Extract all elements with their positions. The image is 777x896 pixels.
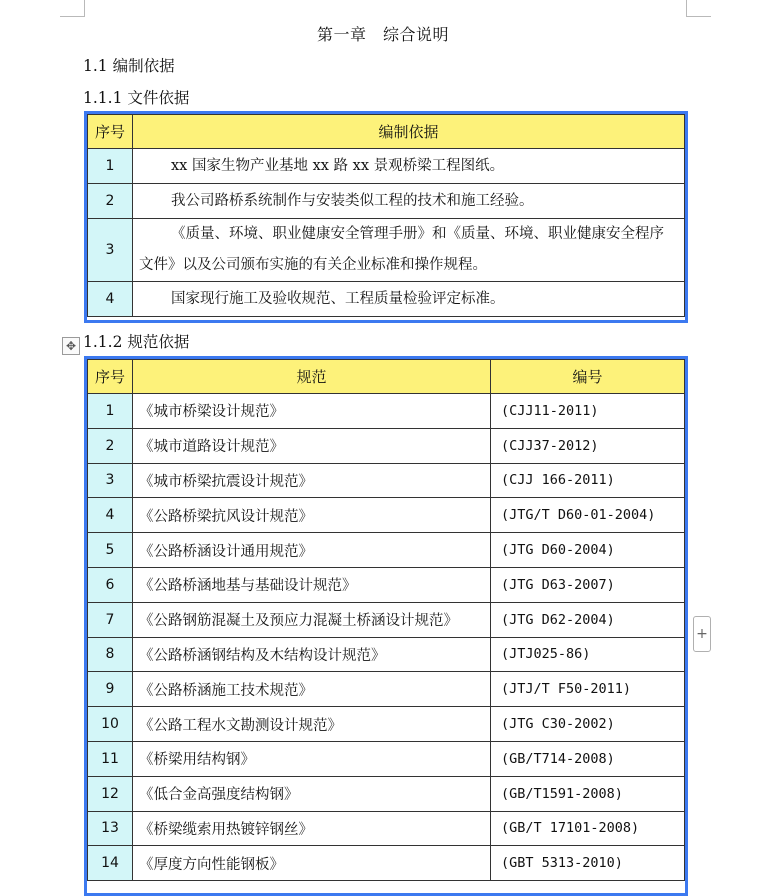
standard-name[interactable]: 《公路桥涵设计通用规范》 [133,533,491,568]
basis-text[interactable]: xx 国家生物产业基地 xx 路 xx 景观桥梁工程图纸。 [133,149,685,184]
row-number: 3 [88,463,133,498]
standard-code[interactable]: (JTG D63-2007) [491,567,685,602]
standard-code[interactable]: (GB/T714-2008) [491,741,685,776]
standard-name[interactable]: 《桥梁用结构钢》 [133,741,491,776]
standard-code[interactable]: (JTG C30-2002) [491,707,685,742]
standard-code[interactable]: (CJJ11-2011) [491,394,685,429]
basis-text[interactable]: 《质量、环境、职业健康安全管理手册》和《质量、环境、职业健康安全程序文件》以及公司颁布实施的有关企业标准和操作规程。 [133,219,685,282]
standard-name[interactable]: 《低合金高强度结构钢》 [133,776,491,811]
column-header-number: 序号 [88,115,133,149]
row-number: 5 [88,533,133,568]
table-row [88,602,685,637]
row-number: 13 [88,811,133,846]
standard-code[interactable]: (GB/T1591-2008) [491,776,685,811]
standard-name[interactable]: 《城市桥梁抗震设计规范》 [133,463,491,498]
table-row [88,463,685,498]
table-move-handle-icon[interactable]: ✥ [62,337,80,355]
column-header-number: 序号 [88,360,133,394]
standard-name[interactable]: 《城市道路设计规范》 [133,428,491,463]
basis-text[interactable]: 国家现行施工及验收规范、工程质量检验评定标准。 [133,282,685,317]
standard-name[interactable]: 《桥梁缆索用热镀锌钢丝》 [133,811,491,846]
table-row [88,533,685,568]
chapter-title: 第一章 综合说明 [316,25,449,44]
table-row [88,428,685,463]
standard-name[interactable]: 《公路工程水文勘测设计规范》 [133,707,491,742]
table-row [88,776,685,811]
table-row [88,149,685,184]
standard-name[interactable]: 《公路钢筋混凝土及预应力混凝土桥涵设计规范》 [133,602,491,637]
table-row [88,282,685,317]
section-heading-1-1: 1.1 编制依据 [83,57,175,75]
row-number: 1 [88,149,133,184]
row-number: 6 [88,567,133,602]
row-number: 3 [88,219,133,282]
row-number: 10 [88,707,133,742]
document-basis-table[interactable] [84,111,688,323]
table-row [88,637,685,672]
row-number: 4 [88,282,133,317]
row-number: 2 [88,184,133,219]
row-number: 14 [88,846,133,881]
table-row [88,846,685,881]
standard-code[interactable]: (CJJ37-2012) [491,428,685,463]
row-number: 1 [88,394,133,429]
standards-table[interactable] [84,356,688,896]
page-corner-mark-right [686,0,711,17]
row-number: 12 [88,776,133,811]
page-corner-mark-left [60,0,85,17]
standard-code[interactable]: (GBT 5313-2010) [491,846,685,881]
standard-name[interactable]: 《城市桥梁设计规范》 [133,394,491,429]
row-number: 2 [88,428,133,463]
standard-code[interactable]: (JTJ/T F50-2011) [491,672,685,707]
table-row [88,219,685,282]
column-header-code: 编号 [491,360,685,394]
add-column-plus-icon[interactable]: + [693,616,711,652]
row-number: 9 [88,672,133,707]
standard-name[interactable]: 《公路桥涵地基与基础设计规范》 [133,567,491,602]
standard-code[interactable]: (CJJ 166-2011) [491,463,685,498]
standard-code[interactable]: (JTG D62-2004) [491,602,685,637]
standard-name[interactable]: 《厚度方向性能钢板》 [133,846,491,881]
row-number: 11 [88,741,133,776]
row-number: 4 [88,498,133,533]
table-row [88,811,685,846]
table-row [88,394,685,429]
row-number: 7 [88,602,133,637]
standard-code[interactable]: (JTJ025-86) [491,637,685,672]
row-number: 8 [88,637,133,672]
standard-name[interactable]: 《公路桥梁抗风设计规范》 [133,498,491,533]
table-row [88,567,685,602]
table-row [88,672,685,707]
section-heading-1-1-2: 1.1.2 规范依据 [83,333,190,351]
standard-code[interactable]: (GB/T 17101-2008) [491,811,685,846]
basis-text[interactable]: 我公司路桥系统制作与安装类似工程的技术和施工经验。 [133,184,685,219]
table-row [88,741,685,776]
table-row [88,707,685,742]
column-header-basis: 编制依据 [133,115,685,149]
standard-name[interactable]: 《公路桥涵施工技术规范》 [133,672,491,707]
standard-name[interactable]: 《公路桥涵钢结构及木结构设计规范》 [133,637,491,672]
column-header-standard: 规范 [133,360,491,394]
table-row [88,184,685,219]
standard-code[interactable]: (JTG D60-2004) [491,533,685,568]
section-heading-1-1-1: 1.1.1 文件依据 [83,89,190,107]
table-row [88,498,685,533]
standard-code[interactable]: (JTG/T D60-01-2004) [491,498,685,533]
